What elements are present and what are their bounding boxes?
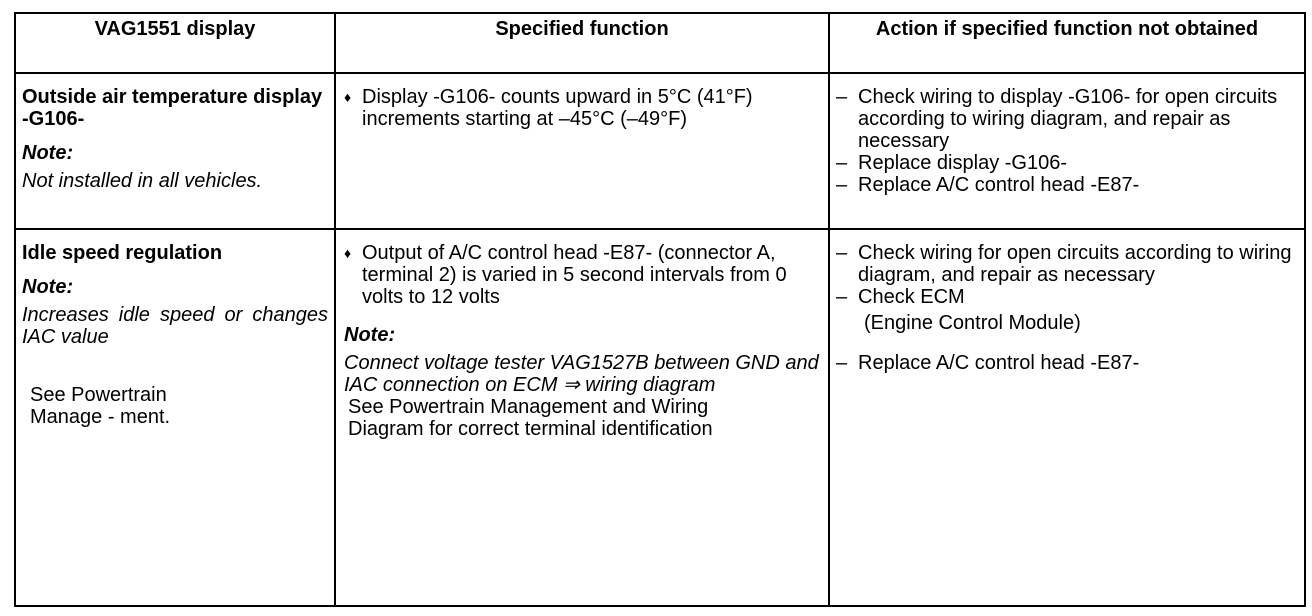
header-display: VAG1551 display [15, 13, 335, 73]
bullet-icon: ♦ [344, 89, 352, 105]
row1-action-text: Check wiring to display -G106- for open circuits according to wiring diagram, and repair as necessary [858, 86, 1278, 152]
row2-action-text: Replace A/C control head -E87- [858, 352, 1140, 374]
dash-icon: – [836, 352, 848, 374]
row2-function-reference: See Powertrain Management and Wiring Diagram for correct terminal identification [348, 396, 713, 440]
row1-note-text: Not installed in all vehicles. [22, 170, 263, 192]
function-table [14, 12, 1306, 607]
row2-action-item [836, 242, 1298, 286]
row2-note-label: Note: [22, 276, 74, 298]
table-row [15, 73, 1305, 229]
row2-reference: See Powertrain Manage - ment. [30, 384, 171, 428]
table-row [15, 229, 1305, 606]
row1-function-text: Display -G106- counts upward in 5°C (41°F) increments starting at –45°C (–49°F) [362, 86, 753, 130]
row2-action-subtext: (Engine Control Module) [864, 312, 1081, 334]
row2-function-item [344, 242, 822, 308]
row2-action-cell [829, 229, 1305, 606]
header-function: Specified function [335, 13, 829, 73]
row2-function-note-text: Connect voltage tester VAG1527B between GND and IAC connection on ECM ⇒ wiring diagram [344, 352, 819, 396]
dash-icon: – [836, 242, 848, 264]
row1-action-item [836, 174, 1298, 196]
row2-function-cell [335, 229, 829, 606]
row1-action-text: Replace display -G106- [858, 152, 1067, 174]
row2-action-text: Check ECM [858, 286, 965, 308]
dash-icon: – [836, 152, 848, 174]
row2-function-note-label: Note: [344, 324, 396, 346]
row2-function-text: Output of A/C control head -E87- (connector A, terminal 2) is varied in 5 second intervals from 0 volts to 12 volts [362, 242, 787, 308]
row2-action-text: Check wiring for open circuits according to wiring diagram, and repair as necessary [858, 242, 1292, 286]
row1-title: Outside air temperature display -G106- [22, 86, 323, 130]
row1-action-item [836, 86, 1298, 152]
row2-display-cell [15, 229, 335, 606]
row2-action-item [836, 352, 1298, 374]
row2-title: Idle speed regulation [22, 242, 223, 264]
row1-function-item [344, 86, 822, 130]
dash-icon: – [836, 286, 848, 308]
row2-action-item [836, 286, 1298, 308]
row2-note-text: Increases idle speed or changes IAC value [22, 304, 328, 348]
header-row [15, 13, 1305, 73]
row1-note-label: Note: [22, 142, 74, 164]
header-action: Action if specified function not obtained [829, 13, 1305, 73]
row1-action-cell [829, 73, 1305, 229]
row1-action-text: Replace A/C control head -E87- [858, 174, 1140, 196]
row1-display-cell [15, 73, 335, 229]
dash-icon: – [836, 174, 848, 196]
bullet-icon: ♦ [344, 245, 352, 261]
dash-icon: – [836, 86, 848, 108]
row1-function-cell [335, 73, 829, 229]
row1-action-item [836, 152, 1298, 174]
